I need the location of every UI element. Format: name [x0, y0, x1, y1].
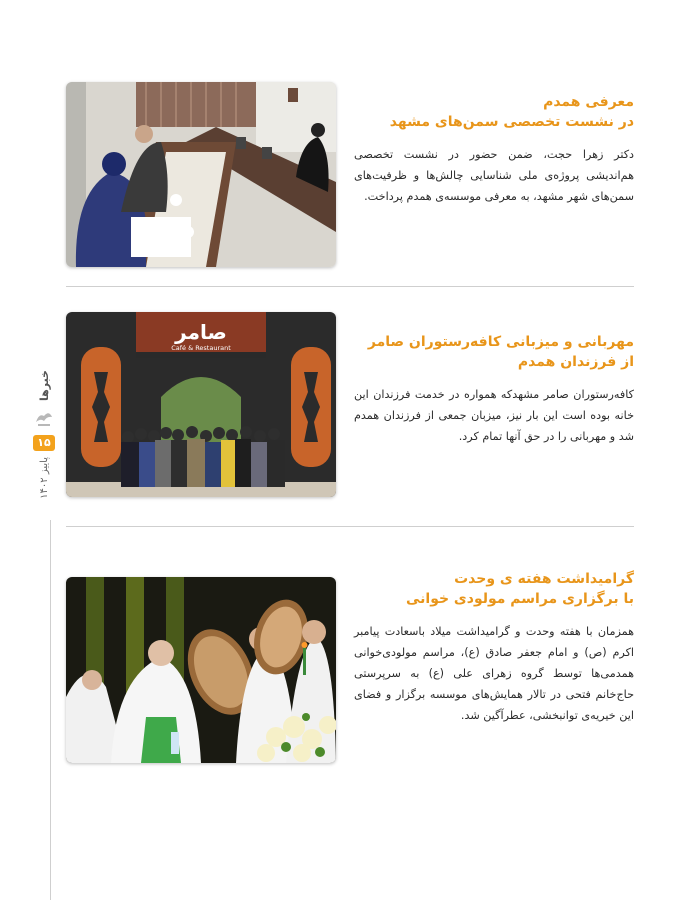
article-text-column	[354, 332, 634, 447]
side-strip	[32, 370, 56, 520]
side-rule	[50, 520, 51, 900]
article-samer-restaurant	[66, 312, 634, 497]
sign-subtitle: Café & Restaurant	[171, 344, 231, 352]
article-body: دکتر زهرا حجت، ضمن حضور در نشست تخصصی هم‌اندیشی پروژه‌ی ملی شناسایی چالش‌ها و ظرفیت‌های سمن‌های شهر مشهد، به معرفی موسسه‌ی همدم پرداخت.	[354, 148, 634, 203]
title-line: مهربانی و میزبانی کافه‌رستوران صامر	[367, 334, 634, 350]
article-text-column	[354, 569, 634, 726]
article-hamdam-introduction	[66, 82, 634, 267]
title-line: گرامیداشت هفته ی وحدت	[454, 571, 634, 587]
article-photo-restaurant	[66, 312, 336, 497]
title-line: در نشست تخصصی سمن‌های مشهد	[389, 114, 634, 130]
hamdam-logo-icon	[33, 407, 55, 429]
section-label: خبرها	[37, 370, 51, 402]
ceremony-photo-illustration	[66, 577, 336, 763]
divider	[66, 286, 634, 287]
article-title	[354, 569, 634, 609]
article-photo-meeting	[66, 82, 336, 267]
title-line: معرفی همدم	[543, 94, 634, 110]
article-text-column	[354, 92, 634, 207]
divider	[66, 526, 634, 527]
article-unity-week	[66, 571, 634, 761]
meeting-photo-illustration	[66, 82, 336, 267]
page-number: ۱۵	[33, 435, 54, 451]
article-photo-ceremony	[66, 577, 336, 763]
title-line: با برگزاری مراسم مولودی خوانی	[405, 591, 634, 607]
article-title	[354, 92, 634, 132]
article-body: کافه‌رستوران صامر مشهدکه همواره در خدمت فرزندان این خانه بوده است این بار نیز، میزبان جمعی از فرزندان همدم شد و مهربانی را در حق آنها تمام کرد.	[354, 388, 634, 443]
issue-date: پاییز ۱۴۰۲	[38, 457, 50, 499]
article-title	[354, 332, 634, 372]
sign-text: صامر	[175, 320, 227, 344]
article-body: همزمان با هفته وحدت و گرامیداشت میلاد باسعادت پیامبر اکرم (ص) و امام جعفر صادق (ع)، مراسم مولودی‌خوانی همدمی‌ها توسط گروه زهرای علی (ع) به سرپرستی حاج‌خانم فتحی در تالار همایش‌های موسسه برگزار و فضای این خیریه‌ی توانبخشی، عطرآگین شد.	[354, 625, 634, 722]
title-line: از فرزندان همدم	[517, 354, 634, 370]
restaurant-photo-illustration	[66, 312, 336, 497]
